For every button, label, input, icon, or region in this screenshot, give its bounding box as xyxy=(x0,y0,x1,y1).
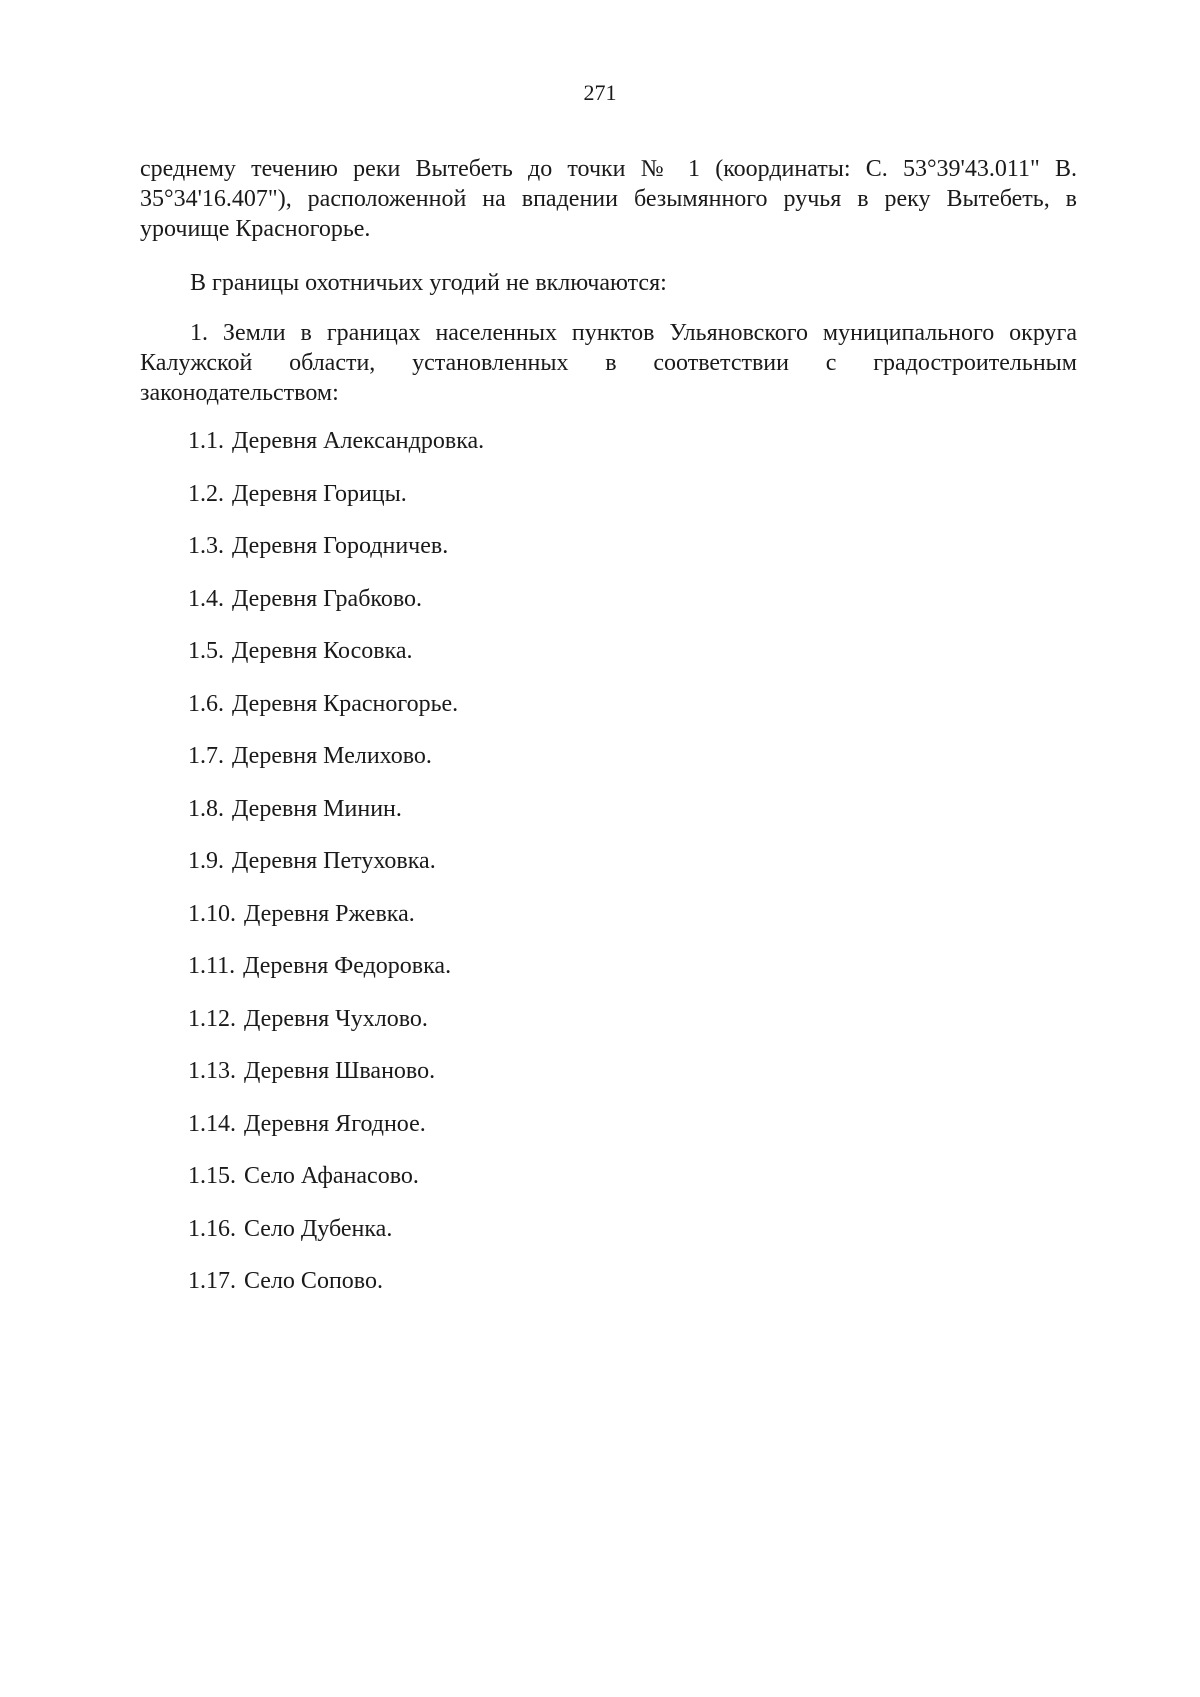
settlement-number: 1.1. xyxy=(188,428,224,454)
settlement-number: 1.13. xyxy=(188,1058,236,1084)
item-one-paragraph: 1. Земли в границах населенных пунктов Ульяновского муниципального округа Калужской области, установленных в соответствии с градостроительным законодательством: xyxy=(140,320,1077,406)
settlement-item xyxy=(188,689,484,742)
page-number: 271 xyxy=(583,80,617,105)
settlement-name: Село Дубенка. xyxy=(244,1215,393,1242)
settlement-name: Деревня Петуховка. xyxy=(232,848,436,874)
settlement-number: 1.10. xyxy=(188,900,236,927)
settlement-name: Деревня Горицы. xyxy=(232,480,407,507)
settlement-item xyxy=(188,1266,484,1319)
settlement-item xyxy=(188,794,484,847)
settlement-item xyxy=(188,1109,484,1162)
settlement-name: Деревня Ягодное. xyxy=(244,1110,426,1137)
settlement-number: 1.4. xyxy=(188,585,224,612)
settlement-number: 1.5. xyxy=(188,638,224,664)
settlement-item xyxy=(188,899,484,952)
settlement-item xyxy=(188,1004,484,1057)
settlement-name: Деревня Грабково. xyxy=(232,585,423,612)
settlement-number: 1.17. xyxy=(188,1268,236,1294)
settlement-name: Деревня Городничев. xyxy=(232,533,449,559)
settlement-item xyxy=(188,531,484,584)
settlement-name: Село Афанасово. xyxy=(244,1163,419,1189)
settlement-name: Деревня Косовка. xyxy=(232,638,413,664)
settlement-item xyxy=(188,741,484,794)
settlement-name: Деревня Минин. xyxy=(232,795,402,822)
settlement-name: Деревня Мелихово. xyxy=(232,743,432,769)
settlement-item xyxy=(188,584,484,637)
settlement-number: 1.8. xyxy=(188,795,224,822)
exclusion-heading: В границы охотничьих угодий не включаются: xyxy=(190,270,667,296)
settlement-number: 1.14. xyxy=(188,1110,236,1137)
settlement-item xyxy=(188,426,484,479)
settlement-item xyxy=(188,636,484,689)
intro-paragraph: среднему течению реки Вытебеть до точки № 1 (координаты: С. 53°39'43.011" В. 35°34'16.407"), расположенной на впадении безымянного ручья в реку Вытебеть, в урочище Красногорье. xyxy=(140,156,1077,242)
settlements-list xyxy=(188,426,484,1319)
settlement-item xyxy=(188,951,484,1004)
settlement-name: Деревня Федоровка. xyxy=(243,953,452,979)
settlement-item xyxy=(188,1161,484,1214)
settlement-item xyxy=(188,1214,484,1267)
settlement-name: Деревня Шваново. xyxy=(244,1058,436,1084)
settlement-name: Село Сопово. xyxy=(244,1268,383,1294)
settlement-name: Деревня Чухлово. xyxy=(244,1005,428,1032)
settlement-item xyxy=(188,846,484,899)
settlement-item xyxy=(188,479,484,532)
settlement-name: Деревня Красногорье. xyxy=(232,690,459,717)
settlement-number: 1.12. xyxy=(188,1005,236,1032)
settlement-number: 1.3. xyxy=(188,533,224,559)
settlement-name: Деревня Ржевка. xyxy=(244,900,415,927)
settlement-name: Деревня Александровка. xyxy=(232,428,485,454)
settlement-number: 1.7. xyxy=(188,743,224,769)
settlement-number: 1.11. xyxy=(188,953,236,979)
settlement-number: 1.15. xyxy=(188,1163,236,1189)
settlement-item xyxy=(188,1056,484,1109)
settlement-number: 1.6. xyxy=(188,690,224,717)
settlement-number: 1.9. xyxy=(188,848,224,874)
settlement-number: 1.2. xyxy=(188,480,224,507)
settlement-number: 1.16. xyxy=(188,1215,236,1242)
